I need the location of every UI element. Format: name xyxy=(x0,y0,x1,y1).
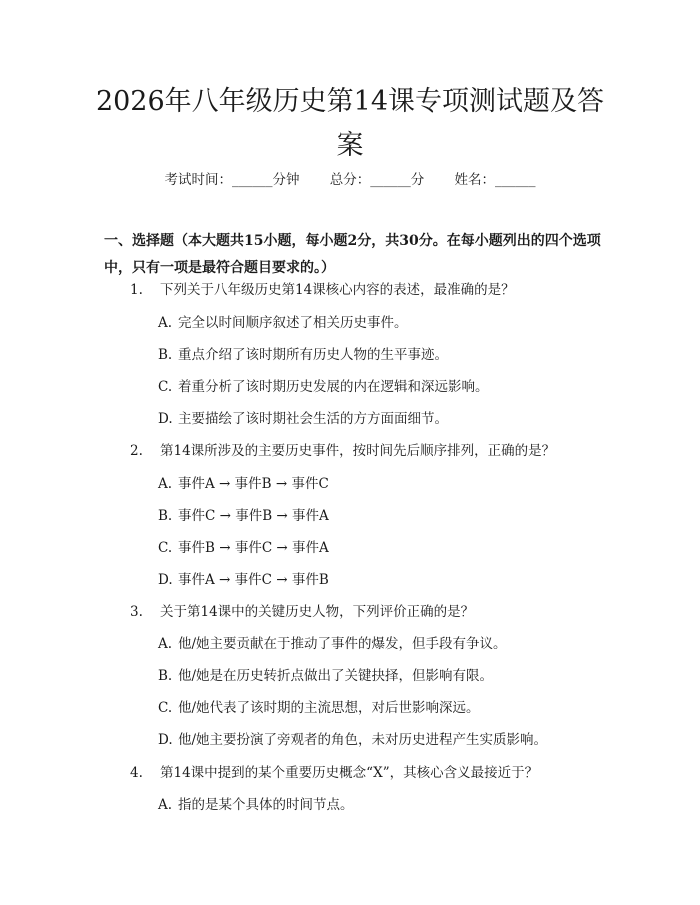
question-4 xyxy=(130,763,538,783)
question-text: 关于第14课中的关键历史人物，下列评价正确的是？ xyxy=(160,604,475,620)
option-text: 事件B → 事件C → 事件A xyxy=(178,540,329,556)
option-letter: C. xyxy=(158,700,173,716)
option-letter: A. xyxy=(158,636,173,652)
option-text: 他/她是在历史转折点做出了关键抉择，但影响有限。 xyxy=(178,668,494,684)
option-1a xyxy=(158,313,408,333)
question-number: 2. xyxy=(130,443,143,459)
option-2b xyxy=(158,506,329,526)
option-letter: D. xyxy=(158,732,173,748)
option-letter: D. xyxy=(158,411,173,427)
option-3c xyxy=(158,698,480,718)
option-3b xyxy=(158,666,493,686)
option-letter: B. xyxy=(158,508,173,524)
option-2d xyxy=(158,570,329,590)
question-1 xyxy=(130,280,515,300)
option-3d xyxy=(158,730,547,750)
option-text: 指的是某个具体的时间节点。 xyxy=(178,797,354,813)
option-3a xyxy=(158,634,507,654)
question-2 xyxy=(130,441,555,461)
question-text: 下列关于八年级历史第14课核心内容的表述，最准确的是？ xyxy=(160,282,515,298)
option-1c xyxy=(158,377,489,397)
option-letter: A. xyxy=(158,797,173,813)
exam-time-field: 考试时间：______分钟 xyxy=(164,172,300,188)
section-heading: 一、选择题（本大题共15小题，每小题2分，共30分。在每小题列出的四个选项中，只有一项是最符合题目要求的。） xyxy=(104,233,601,276)
student-name-field: 姓名：______ xyxy=(454,172,536,188)
option-text: 他/她代表了该时期的主流思想，对后世影响深远。 xyxy=(178,700,480,716)
question-text: 第14课中提到的某个重要历史概念“X”，其核心含义最接近于？ xyxy=(160,765,539,781)
option-1b xyxy=(158,345,448,365)
option-2a xyxy=(158,474,329,494)
option-4a xyxy=(158,795,354,815)
question-number: 1. xyxy=(130,282,143,298)
question-number: 3. xyxy=(130,604,143,620)
option-letter: C. xyxy=(158,379,173,395)
option-letter: A. xyxy=(158,315,173,331)
question-text: 第14课所涉及的主要历史事件，按时间先后顺序排列，正确的是？ xyxy=(160,443,556,459)
option-text: 完全以时间顺序叙述了相关历史事件。 xyxy=(178,315,408,331)
option-letter: B. xyxy=(158,347,173,363)
option-letter: B. xyxy=(158,668,173,684)
option-text: 事件A → 事件C → 事件B xyxy=(178,572,329,588)
option-letter: A. xyxy=(158,476,173,492)
option-text: 重点介绍了该时期所有历史人物的生平事迹。 xyxy=(178,347,448,363)
option-2c xyxy=(158,538,329,558)
exam-info-line xyxy=(0,168,700,188)
option-text: 事件C → 事件B → 事件A xyxy=(178,508,329,524)
option-text: 主要描绘了该时期社会生活的方方面面细节。 xyxy=(178,411,448,427)
total-score-field: 总分：______分 xyxy=(329,172,425,188)
option-text: 着重分析了该时期历史发展的内在逻辑和深远影响。 xyxy=(178,379,489,395)
option-1d xyxy=(158,409,448,429)
document-title: 2026年八年级历史第14课专项测试题及答案 xyxy=(95,86,605,161)
option-letter: C. xyxy=(158,540,173,556)
option-letter: D. xyxy=(158,572,173,588)
option-text: 事件A → 事件B → 事件C xyxy=(178,476,329,492)
question-number: 4. xyxy=(130,765,143,781)
question-3 xyxy=(130,602,474,622)
option-text: 他/她主要贡献在于推动了事件的爆发，但手段有争议。 xyxy=(178,636,507,652)
option-text: 他/她主要扮演了旁观者的角色，未对历史进程产生实质影响。 xyxy=(178,732,548,748)
